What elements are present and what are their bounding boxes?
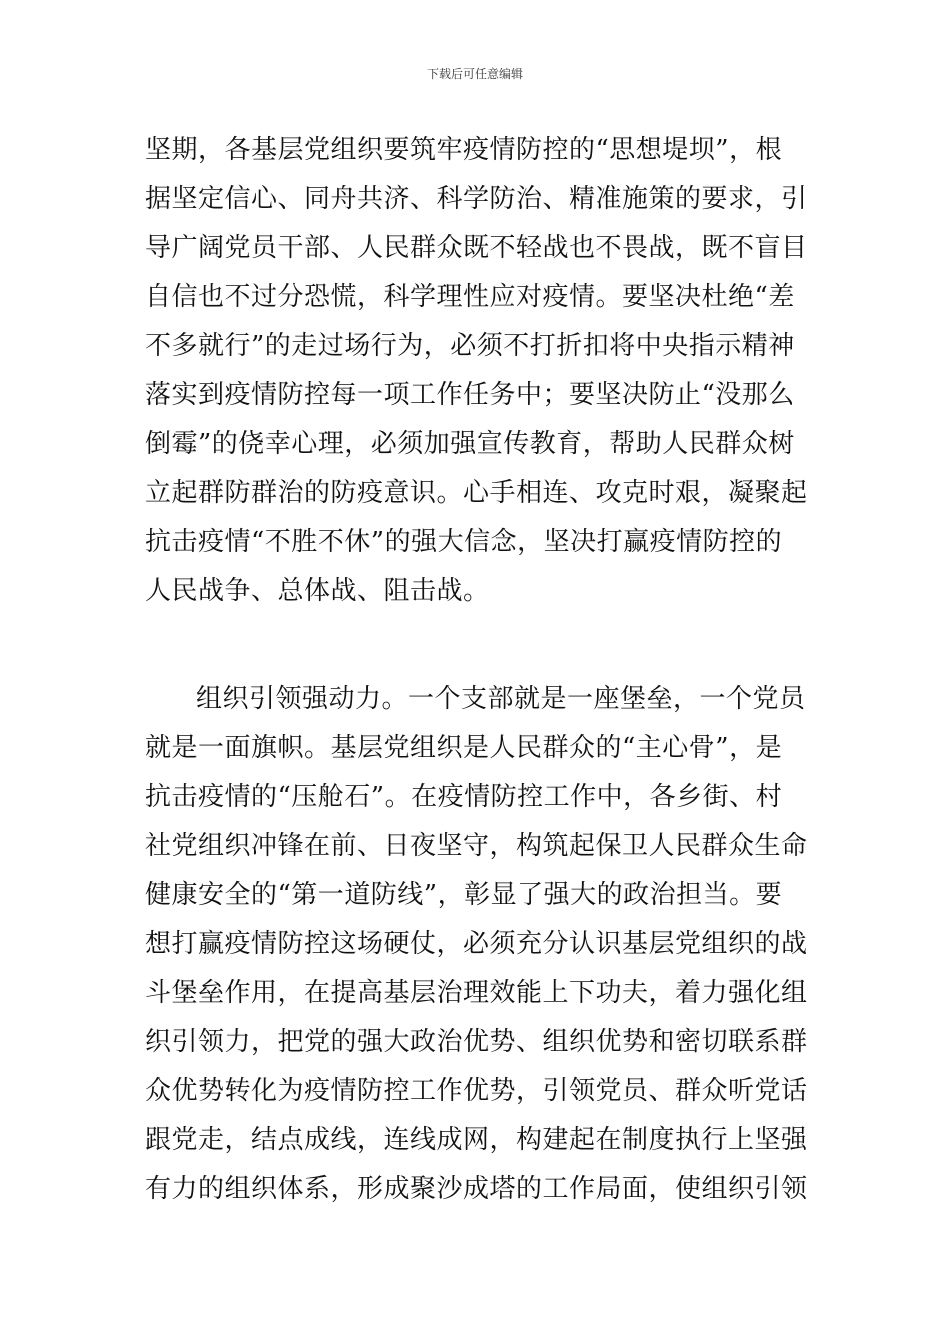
page-header-note: 下载后可任意编辑 (426, 67, 523, 81)
text-line: 立起群防群治的防疫意识。心手相连、攻克时艰，凝聚起 (145, 478, 808, 508)
text-line: 斗堡垒作用，在提高基层治理效能上下功夫，着力强化组 (145, 978, 808, 1008)
text-line: 健康安全的“第一道防线”，彰显了强大的政治担当。要 (145, 880, 783, 910)
text-line: 落实到疫情防控每一项工作任务中；要坚决防止“没那么 (145, 380, 795, 410)
document-body (145, 126, 825, 1214)
text-line: 不多就行”的走过场行为，必须不打折扣将中央指示精神 (145, 331, 795, 361)
text-line: 就是一面旗帜。基层党组织是人民群众的“主心骨”，是 (145, 733, 783, 763)
text-line: 社党组织冲锋在前、日夜坚守，构筑起保卫人民群众生命 (145, 831, 808, 861)
text-line: 抗击疫情“不胜不休”的强大信念，坚决打赢疫情防控的 (145, 527, 783, 557)
text-line-first: 组织引领强动力。一个支部就是一座堡垒，一个党员 (196, 684, 806, 714)
text-line: 坚期，各基层党组织要筑牢疫情防控的“思想堤坝”，根 (145, 135, 783, 165)
text-line: 织引领力，把党的强大政治优势、组织优势和密切联系群 (145, 1027, 808, 1057)
text-line: 人民战争、总体战、阻击战。 (145, 576, 490, 606)
text-line: 自信也不过分恐慌，科学理性应对疫情。要坚决杜绝“差 (145, 282, 795, 312)
paragraph-2 (145, 675, 825, 1214)
text-line: 倒霉”的侥幸心理，必须加强宣传教育，帮助人民群众树 (145, 429, 795, 459)
text-line: 据坚定信心、同舟共济、科学防治、精准施策的要求，引 (145, 184, 808, 214)
text-line: 跟党走，结点成线，连线成网，构建起在制度执行上坚强 (145, 1125, 808, 1155)
text-line: 众优势转化为疫情防控工作优势，引领党员、群众听党话 (145, 1076, 808, 1106)
text-line: 有力的组织体系，形成聚沙成塔的工作局面，使组织引领 (145, 1174, 808, 1204)
paragraph-spacer (145, 616, 825, 675)
text-line: 想打赢疫情防控这场硬仗，必须充分认识基层党组织的战 (145, 929, 808, 959)
text-line: 导广阔党员干部、人民群众既不轻战也不畏战，既不盲目 (145, 233, 808, 263)
text-line: 抗击疫情的“压舱石”。在疫情防控工作中，各乡街、村 (145, 782, 783, 812)
paragraph-1 (145, 126, 825, 616)
